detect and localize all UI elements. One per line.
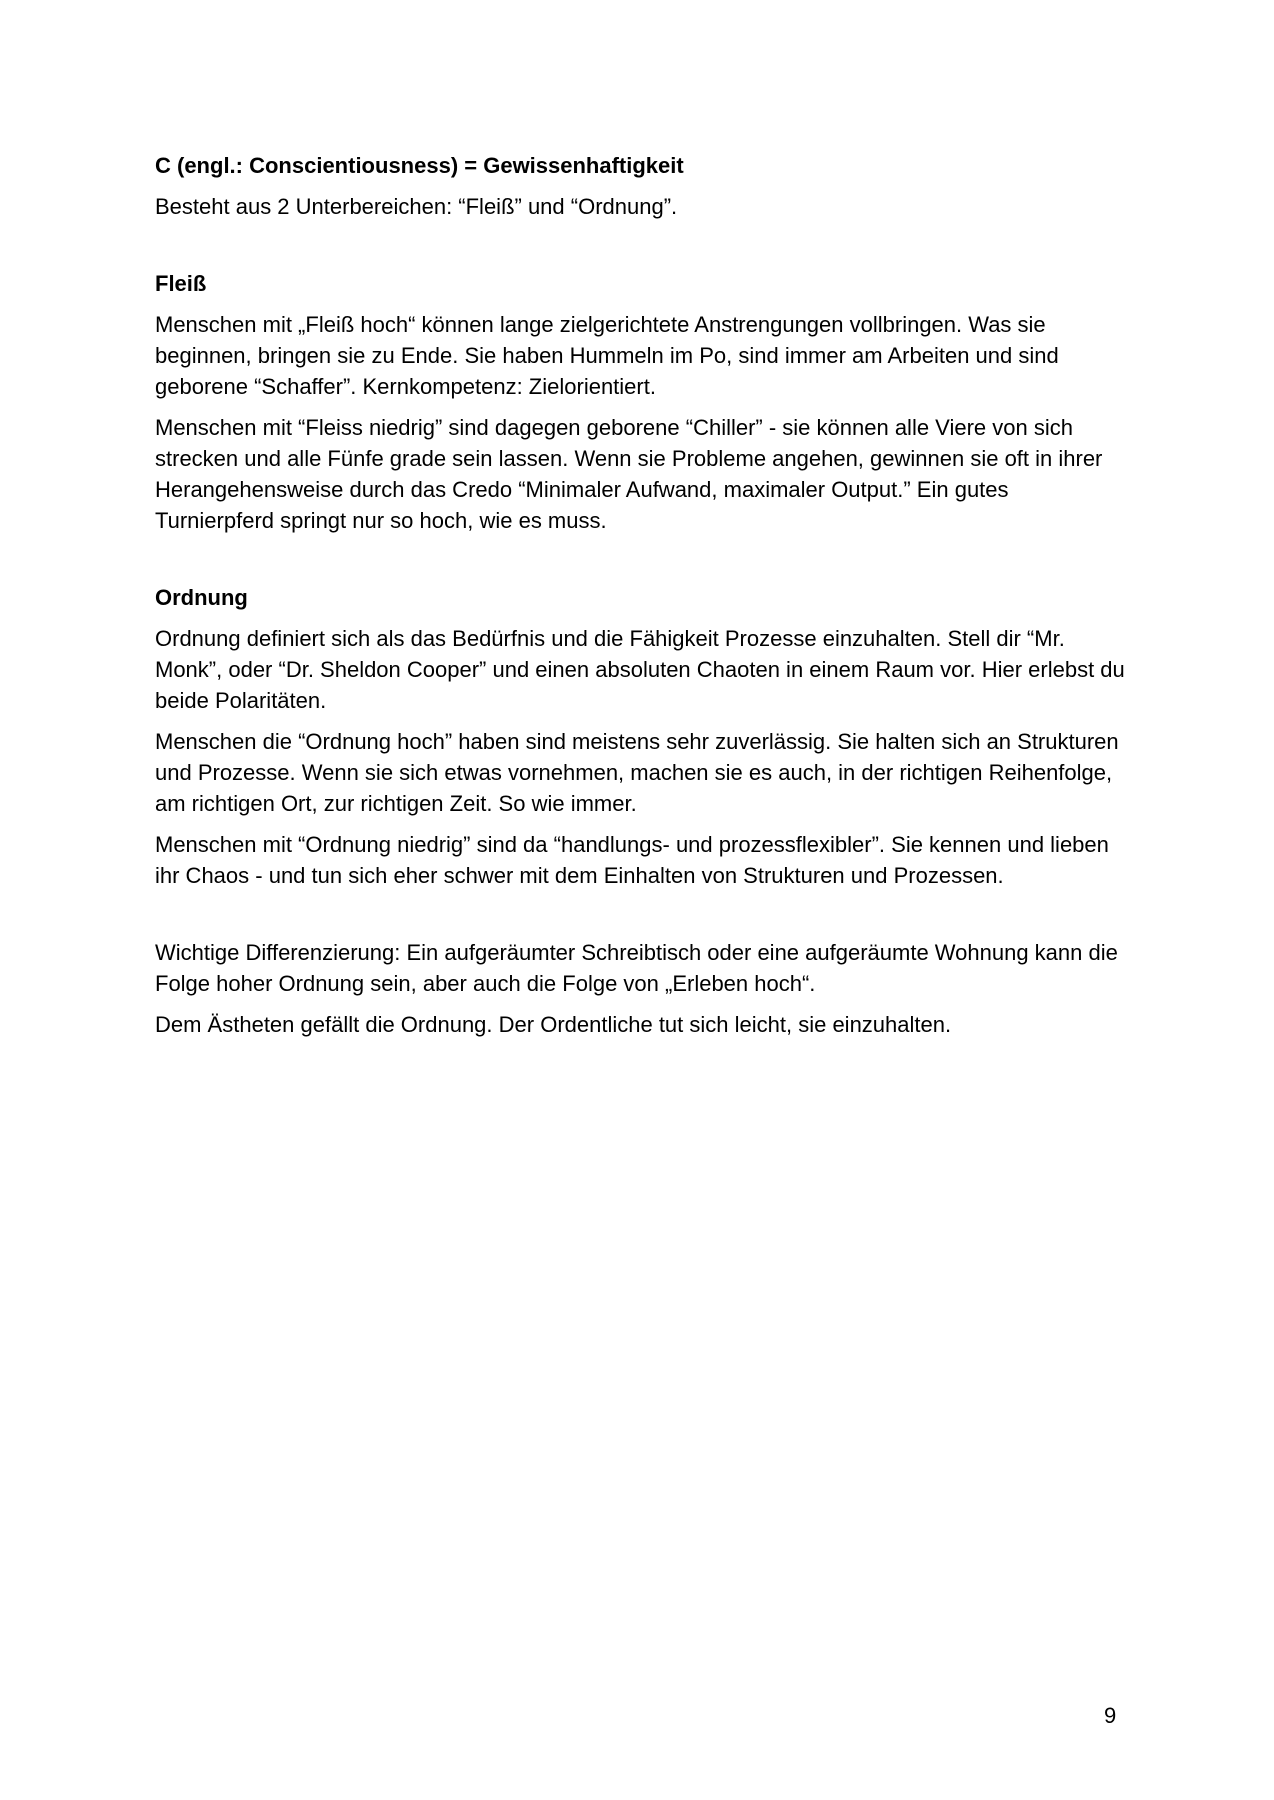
document-page — [155, 150, 1130, 1040]
paragraph: Menschen die “Ordnung hoch” haben sind meistens sehr zuverlässig. Sie halten sich an Strukturen und Prozesse. Wenn sie sich etwas vornehmen, machen sie es auch, in der richtigen Reihenfolge, am richtigen Ort, zur richtigen Zeit. So wie immer. — [155, 729, 1119, 816]
paragraph: Menschen mit „Fleiß hoch“ können lange zielgerichtete Anstrengungen vollbringen. Was sie beginnen, bringen sie zu Ende. Sie haben Hummeln im Po, sind immer am Arbeiten und sind geborene “Schaffer”. Kernkompetenz: Zielorientiert. — [155, 312, 1059, 399]
page-number: 9 — [1104, 1703, 1117, 1728]
section-heading-fleiss: Fleiß — [155, 271, 207, 296]
note-paragraph: Wichtige Differenzierung: Ein aufgeräumter Schreibtisch oder eine aufgeräumte Wohnung kann die Folge hoher Ordnung sein, aber auch die Folge von „Erleben hoch“. — [155, 940, 1118, 996]
document-title: C (engl.: Conscientiousness) = Gewissenhaftigkeit — [155, 153, 684, 178]
section-ordnung — [155, 582, 1130, 891]
section-heading-ordnung: Ordnung — [155, 585, 248, 610]
paragraph: Ordnung definiert sich als das Bedürfnis und die Fähigkeit Prozesse einzuhalten. Stell dir “Mr. Monk”, oder “Dr. Sheldon Cooper” und einen absoluten Chaoten in einem Raum vor. Hier erlebst du beide Polaritäten. — [155, 626, 1125, 713]
section-fleiss — [155, 268, 1130, 536]
paragraph: Menschen mit “Ordnung niedrig” sind da “handlungs- und prozessflexibler”. Sie kennen und lieben ihr Chaos - und tun sich eher schwer mit dem Einhalten von Strukturen und Prozessen. — [155, 832, 1109, 888]
paragraph: Menschen mit “Fleiss niedrig” sind dagegen geborene “Chiller” - sie können alle Viere von sich strecken und alle Fünfe grade sein lassen. Wenn sie Probleme angehen, gewinnen sie oft in ihrer Herangehensweise durch das Credo “Minimaler Aufwand, maximaler Output.” Ein gutes Turnierpferd springt nur so hoch, wie es muss. — [155, 415, 1103, 533]
note-block — [155, 937, 1130, 1040]
note-paragraph: Dem Ästheten gefällt die Ordnung. Der Ordentliche tut sich leicht, sie einzuhalten. — [155, 1012, 952, 1037]
intro-paragraph: Besteht aus 2 Unterbereichen: “Fleiß” und “Ordnung”. — [155, 194, 678, 219]
